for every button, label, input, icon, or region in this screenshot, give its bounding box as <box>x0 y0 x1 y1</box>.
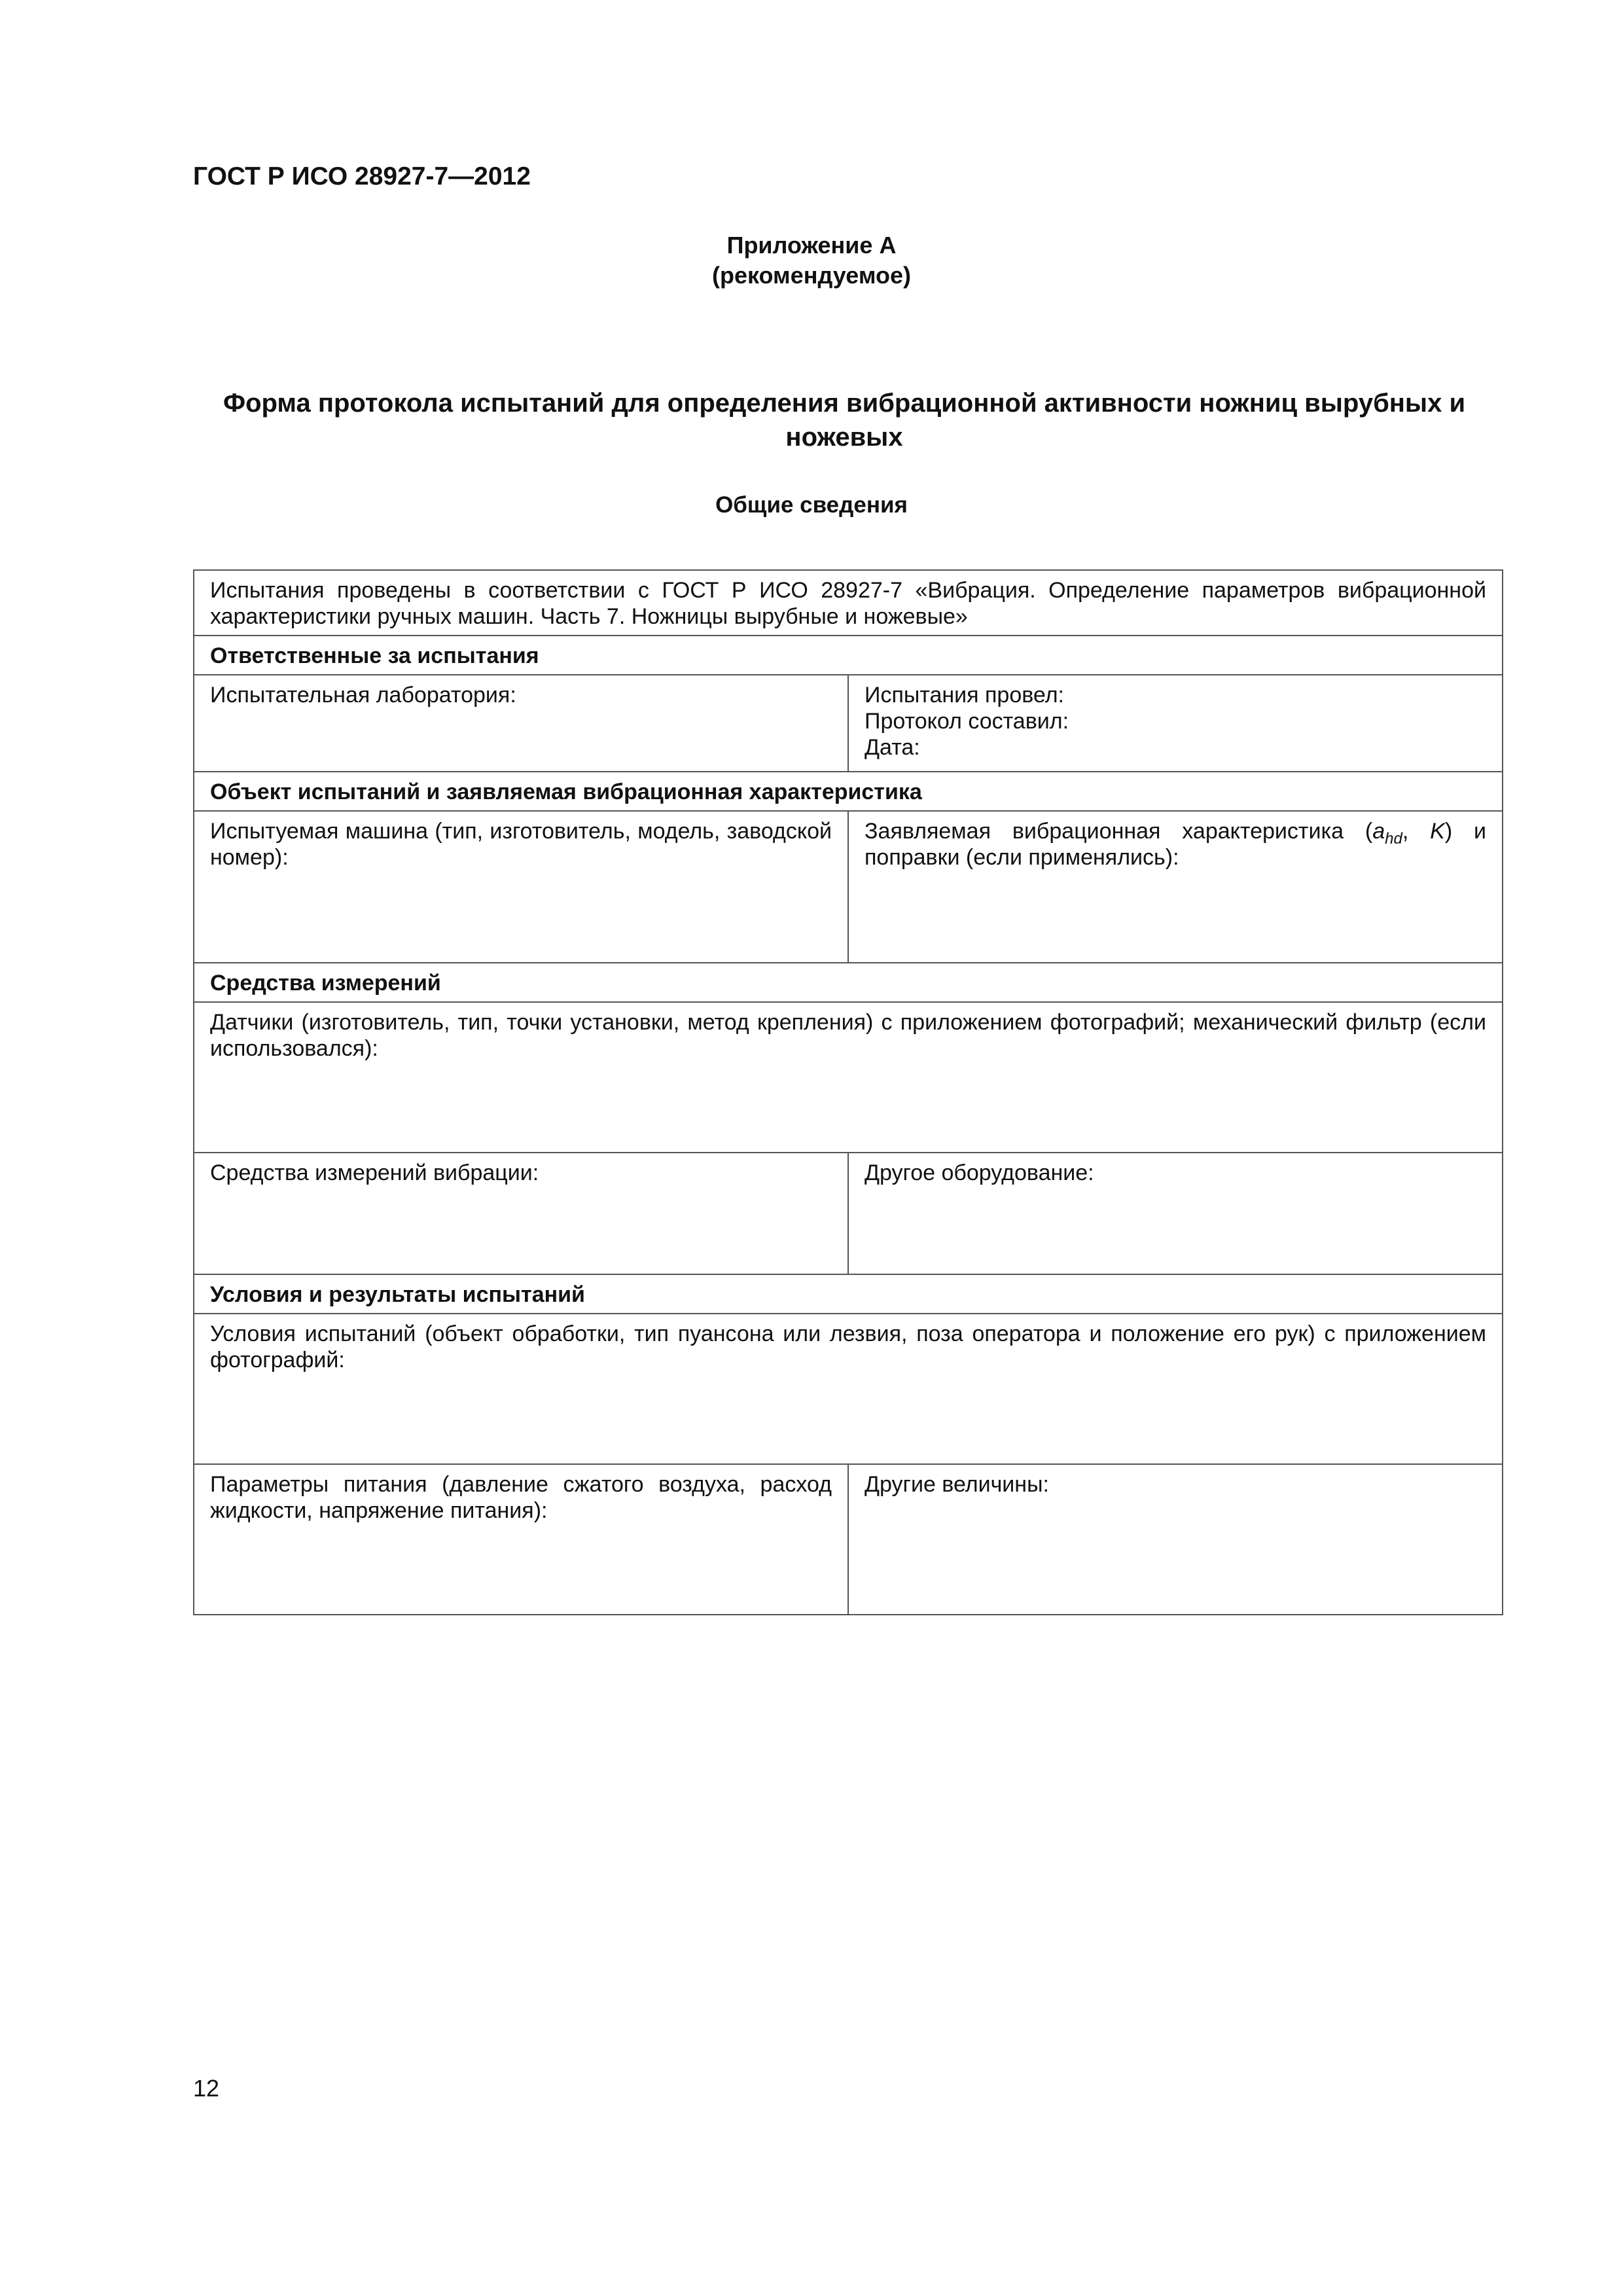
responsible-row <box>194 675 1503 772</box>
sensors-row <box>194 1002 1503 1153</box>
declared-suffix: ) и поправки (если применялись): <box>865 819 1486 870</box>
annex-heading <box>0 230 1623 291</box>
object-row <box>194 811 1503 963</box>
test-conditions-cell: Условия испытаний (объект обработки, тип пуансона или лезвия, поза оператора и положение его рук) с приложением фотографий: <box>194 1314 1503 1464</box>
form-title: Форма протокола испытаний для определения вибрационной активности ножниц вырубных и ножевых <box>223 389 1466 452</box>
other-equipment-cell: Другое оборудование: <box>848 1153 1503 1274</box>
declared-prefix: Заявляемая вибрационная характеристика ( <box>865 819 1373 844</box>
declared-vibration-cell <box>848 811 1503 963</box>
page-number: 12 <box>193 2075 220 2102</box>
equipment-row <box>194 1153 1503 1274</box>
annex-status: (рекомендуемое) <box>712 262 911 289</box>
other-values-cell: Другие величины: <box>848 1464 1503 1615</box>
test-report-form-table <box>193 569 1503 1615</box>
document-code: ГОСТ Р ИСО 28927-7—2012 <box>193 162 531 190</box>
responsible-persons-cell <box>848 675 1503 772</box>
laboratory-cell: Испытательная лаборатория: <box>194 675 848 772</box>
power-row <box>194 1464 1503 1615</box>
section-title: Общие сведения <box>715 492 908 518</box>
instruments-heading-row <box>194 963 1503 1002</box>
report-by-label: Протокол составил: <box>865 709 1069 734</box>
object-heading: Объект испытаний и заявляемая вибрационная характеристика <box>194 772 1503 811</box>
symbol-k: K <box>1430 819 1445 844</box>
conditions-heading-row <box>194 1274 1503 1314</box>
symbol-sep: , <box>1402 819 1431 844</box>
responsible-heading-row <box>194 636 1503 675</box>
power-parameters-cell: Параметры питания (давление сжатого воздуха, расход жидкости, напряжение питания): <box>194 1464 848 1615</box>
test-conditions-row <box>194 1314 1503 1464</box>
sensors-cell: Датчики (изготовитель, тип, точки установки, метод крепления) с приложением фотографий; механический фильтр (если использовался): <box>194 1002 1503 1153</box>
machine-cell: Испытуемая машина (тип, изготовитель, модель, заводской номер): <box>194 811 848 963</box>
responsible-heading: Ответственные за испытания <box>194 636 1503 675</box>
annex-title: Приложение А <box>726 232 897 259</box>
instruments-heading: Средства измерений <box>194 963 1503 1002</box>
object-heading-row <box>194 772 1503 811</box>
intro-cell: Испытания проведены в соответствии с ГОСТ Р ИСО 28927-7 «Вибрация. Определение параметров вибрационной характеристики ручных машин. Часть 7. Ножницы вырубные и ножевые» <box>194 570 1503 636</box>
symbol-sub: hd <box>1385 829 1402 848</box>
conditions-heading: Условия и результаты испытаний <box>194 1274 1503 1314</box>
symbol-a: a <box>1372 819 1385 844</box>
intro-row <box>194 570 1503 636</box>
date-label: Дата: <box>865 735 920 760</box>
conducted-by-label: Испытания провел: <box>865 683 1064 708</box>
vibration-instruments-cell: Средства измерений вибрации: <box>194 1153 848 1274</box>
